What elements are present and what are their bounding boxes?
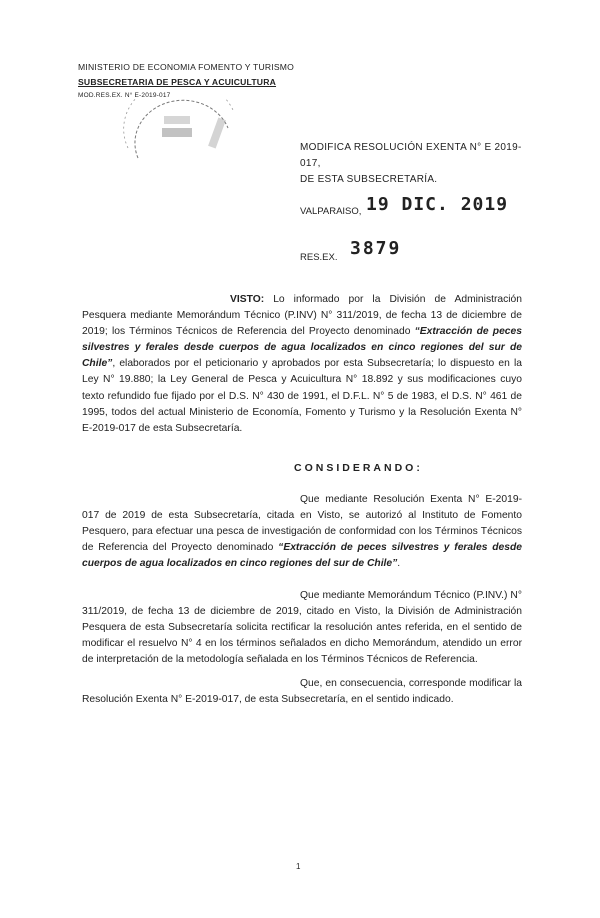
visto-paragraph	[82, 292, 522, 437]
visto-text-1: Lo informado por la División de Administración Pesquera mediante Memorándum Técnico (P.INV) N° 311/2019, de fecha 13 de diciembre de 2019; los Términos Técnicos de Referencia del Proyecto denominado	[82, 294, 522, 338]
considerando-2	[82, 588, 522, 668]
considerando-title: CONSIDERANDO:	[294, 462, 423, 474]
ministry-name: MINISTERIO DE ECONOMIA FOMENTO Y TURISMO	[78, 62, 295, 72]
place: VALPARAISO,	[300, 206, 362, 217]
date-stamp: 19 DIC. 2019	[366, 194, 509, 215]
official-stamp-icon	[118, 98, 238, 160]
considerando-1-end: .	[397, 558, 401, 570]
considerando-2-text: Que mediante Memorándum Técnico (P.INV.) N° 311/2019, de fecha 13 de diciembre de 2019, citado en Visto, la División de Administración Pesquera de esta Subsecretaría solicita rectificar la resolución antes referida, en el sentido de modificar el resuelvo N° 4 en los términos señalados en dicho Memorándum, atendido un error de interpretación de la metodología señalada en los Términos Técnicos de Referencia.	[82, 590, 522, 666]
considerando-3-text: Que, en consecuencia, corresponde modificar la Resolución Exenta N° E-2019-017, de esta Subsecretaría, en el sentido indicado.	[82, 678, 522, 706]
resolution-reference	[300, 140, 540, 188]
reference-line-2: DE ESTA SUBSECRETARÍA.	[300, 174, 438, 185]
visto-label: VISTO:	[230, 294, 265, 305]
visto-text-2: , elaborados por el peticionario y aprobados por esta Subsecretaría; lo dispuesto en la Ley N° 19.880; la Ley General de Pesca y Acuicultura N° 18.892 y sus modificaciones cuyo texto refundido fue fijado por el D.S. N° 430 de 1991, el D.F.L. N° 5 de 1983, el D.S. N° 461 de 1995, todos del actual Ministerio de Economía, Fomento y Turismo y la Resolución Exenta N° E-2019-017 de esta Subsecretaría.	[82, 358, 522, 434]
subsecretaria-name: SUBSECRETARIA DE PESCA Y ACUICULTURA	[78, 77, 277, 87]
considerando-1-project-title: “Extracción de peces silvestres y ferales desde cuerpos de agua localizados en cinco regiones del sur de Chile”	[82, 542, 523, 570]
resex-label: RES.EX.	[300, 252, 338, 263]
visto-project-title: “Extracción de peces silvestres y ferales desde cuerpos de agua localizados en cinco regiones del sur de Chile”	[82, 326, 522, 370]
considerando-1	[82, 492, 522, 572]
resolution-number: 3879	[350, 238, 402, 259]
reference-code: MOD.RES.EX. N° E-2019-017	[78, 92, 171, 99]
page-number: 1	[296, 862, 301, 871]
considerando-1-text: Que mediante Resolución Exenta N° E-2019-017 de 2019 de esta Subsecretaría, citada en Visto, se autorizó al Instituto de Fomento Pesquero, para efectuar una pesca de investigación de conformidad con los Términos Técnicos de Referencia del Proyecto denominado	[82, 494, 522, 554]
considerando-3	[82, 676, 522, 708]
reference-line-1: MODIFICA RESOLUCIÓN EXENTA N° E 2019-017,	[300, 142, 522, 169]
